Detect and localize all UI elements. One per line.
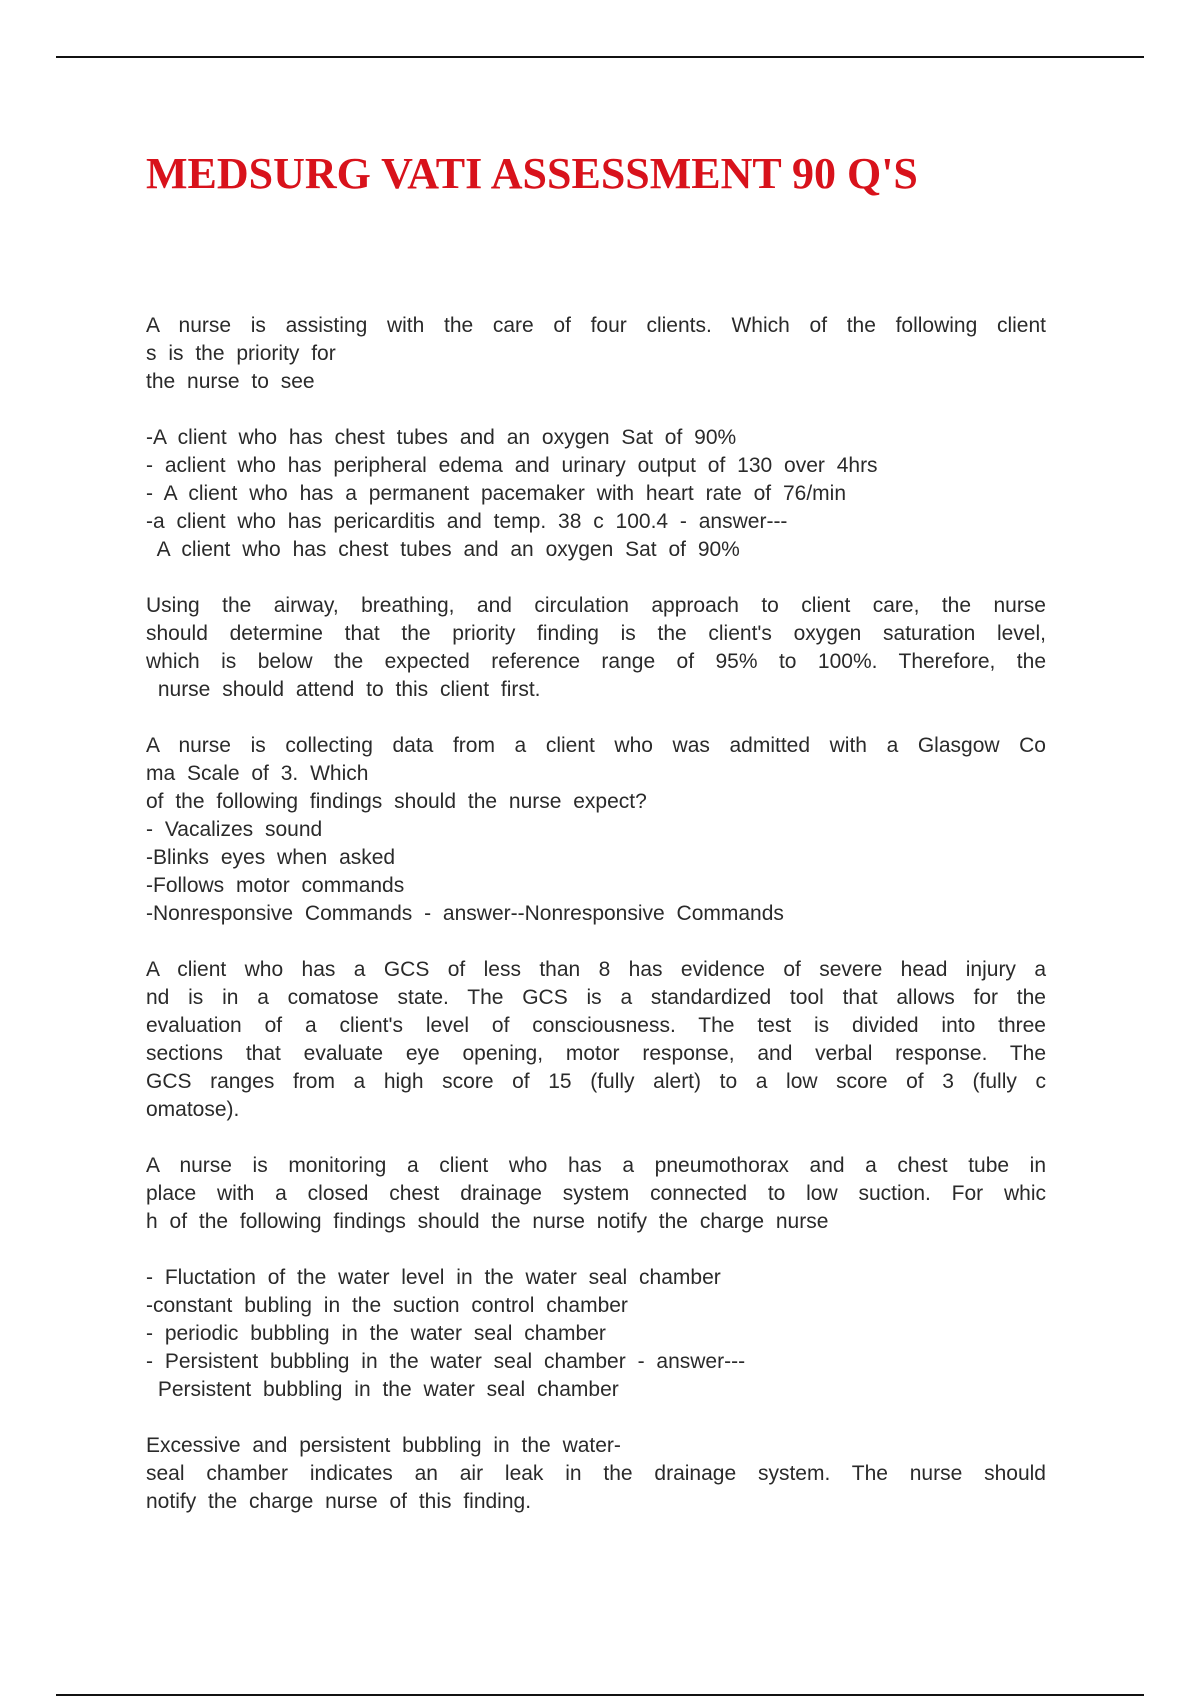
text-line: -Blinks eyes when asked — [146, 846, 396, 869]
text-line: - A client who has a permanent pacemaker with heart rate of 76/min — [146, 482, 847, 505]
text-line: A nurse is monitoring a client who has a pneumothorax and a chest tube in — [146, 1154, 1046, 1177]
paragraph — [146, 424, 1046, 564]
text-line: Persistent bubbling in the water seal chamber — [146, 1378, 619, 1401]
paragraph — [146, 956, 1046, 1124]
text-line: - Vacalizes sound — [146, 818, 323, 841]
text-line: -a client who has pericarditis and temp. 38 c 100.4 - answer--- — [146, 510, 788, 533]
text-line: Excessive and persistent bubbling in the water- — [146, 1434, 621, 1457]
paragraph — [146, 1152, 1046, 1236]
text-line: -Follows motor commands — [146, 874, 405, 897]
text-line: which is below the expected reference range of 95% to 100%. Therefore, the — [146, 650, 1046, 673]
text-line: ma Scale of 3. Which — [146, 762, 369, 785]
text-line: place with a closed chest drainage system connected to low suction. For whic — [146, 1182, 1046, 1205]
text-line: - aclient who has peripheral edema and urinary output of 130 over 4hrs — [146, 454, 878, 477]
text-line: A client who has a GCS of less than 8 has evidence of severe head injury a — [146, 958, 1046, 981]
text-line: - Fluctation of the water level in the water seal chamber — [146, 1266, 721, 1289]
paragraph — [146, 592, 1046, 704]
text-line: -Nonresponsive Commands - answer--Nonresponsive Commands — [146, 902, 784, 925]
text-line: s is the priority for — [146, 342, 336, 365]
text-line: Using the airway, breathing, and circulation approach to client care, the nurse — [146, 594, 1046, 617]
text-line: h of the following findings should the nurse notify the charge nurse — [146, 1210, 829, 1233]
text-line: nd is in a comatose state. The GCS is a standardized tool that allows for the — [146, 986, 1046, 1009]
text-line: seal chamber indicates an air leak in the drainage system. The nurse should — [146, 1462, 1046, 1485]
document-body — [146, 312, 1046, 1544]
text-line: notify the charge nurse of this finding. — [146, 1490, 532, 1513]
text-line: GCS ranges from a high score of 15 (fully alert) to a low score of 3 (fully c — [146, 1070, 1046, 1093]
bottom-rule — [56, 1694, 1144, 1696]
text-line: A nurse is assisting with the care of four clients. Which of the following client — [146, 314, 1046, 337]
text-line: nurse should attend to this client first. — [146, 678, 541, 701]
text-line: omatose). — [146, 1098, 240, 1121]
document-title: MEDSURG VATI ASSESSMENT 90 Q'S — [146, 149, 918, 198]
text-line: A nurse is collecting data from a client who was admitted with a Glasgow Co — [146, 734, 1046, 757]
paragraph — [146, 1432, 1046, 1516]
text-line: evaluation of a client's level of consciousness. The test is divided into three — [146, 1014, 1046, 1037]
text-line: -constant bubling in the suction control chamber — [146, 1294, 628, 1317]
text-line: sections that evaluate eye opening, motor response, and verbal response. The — [146, 1042, 1046, 1065]
paragraph — [146, 312, 1046, 396]
top-rule — [56, 56, 1144, 58]
text-line: -A client who has chest tubes and an oxygen Sat of 90% — [146, 426, 737, 449]
text-line: of the following findings should the nurse expect? — [146, 790, 647, 813]
text-line: A client who has chest tubes and an oxygen Sat of 90% — [146, 538, 740, 561]
text-line: - periodic bubbling in the water seal chamber — [146, 1322, 606, 1345]
text-line: - Persistent bubbling in the water seal chamber - answer--- — [146, 1350, 746, 1373]
text-line: the nurse to see — [146, 370, 315, 393]
paragraph — [146, 732, 1046, 928]
paragraph — [146, 1264, 1046, 1404]
text-line: should determine that the priority finding is the client's oxygen saturation level, — [146, 622, 1046, 645]
